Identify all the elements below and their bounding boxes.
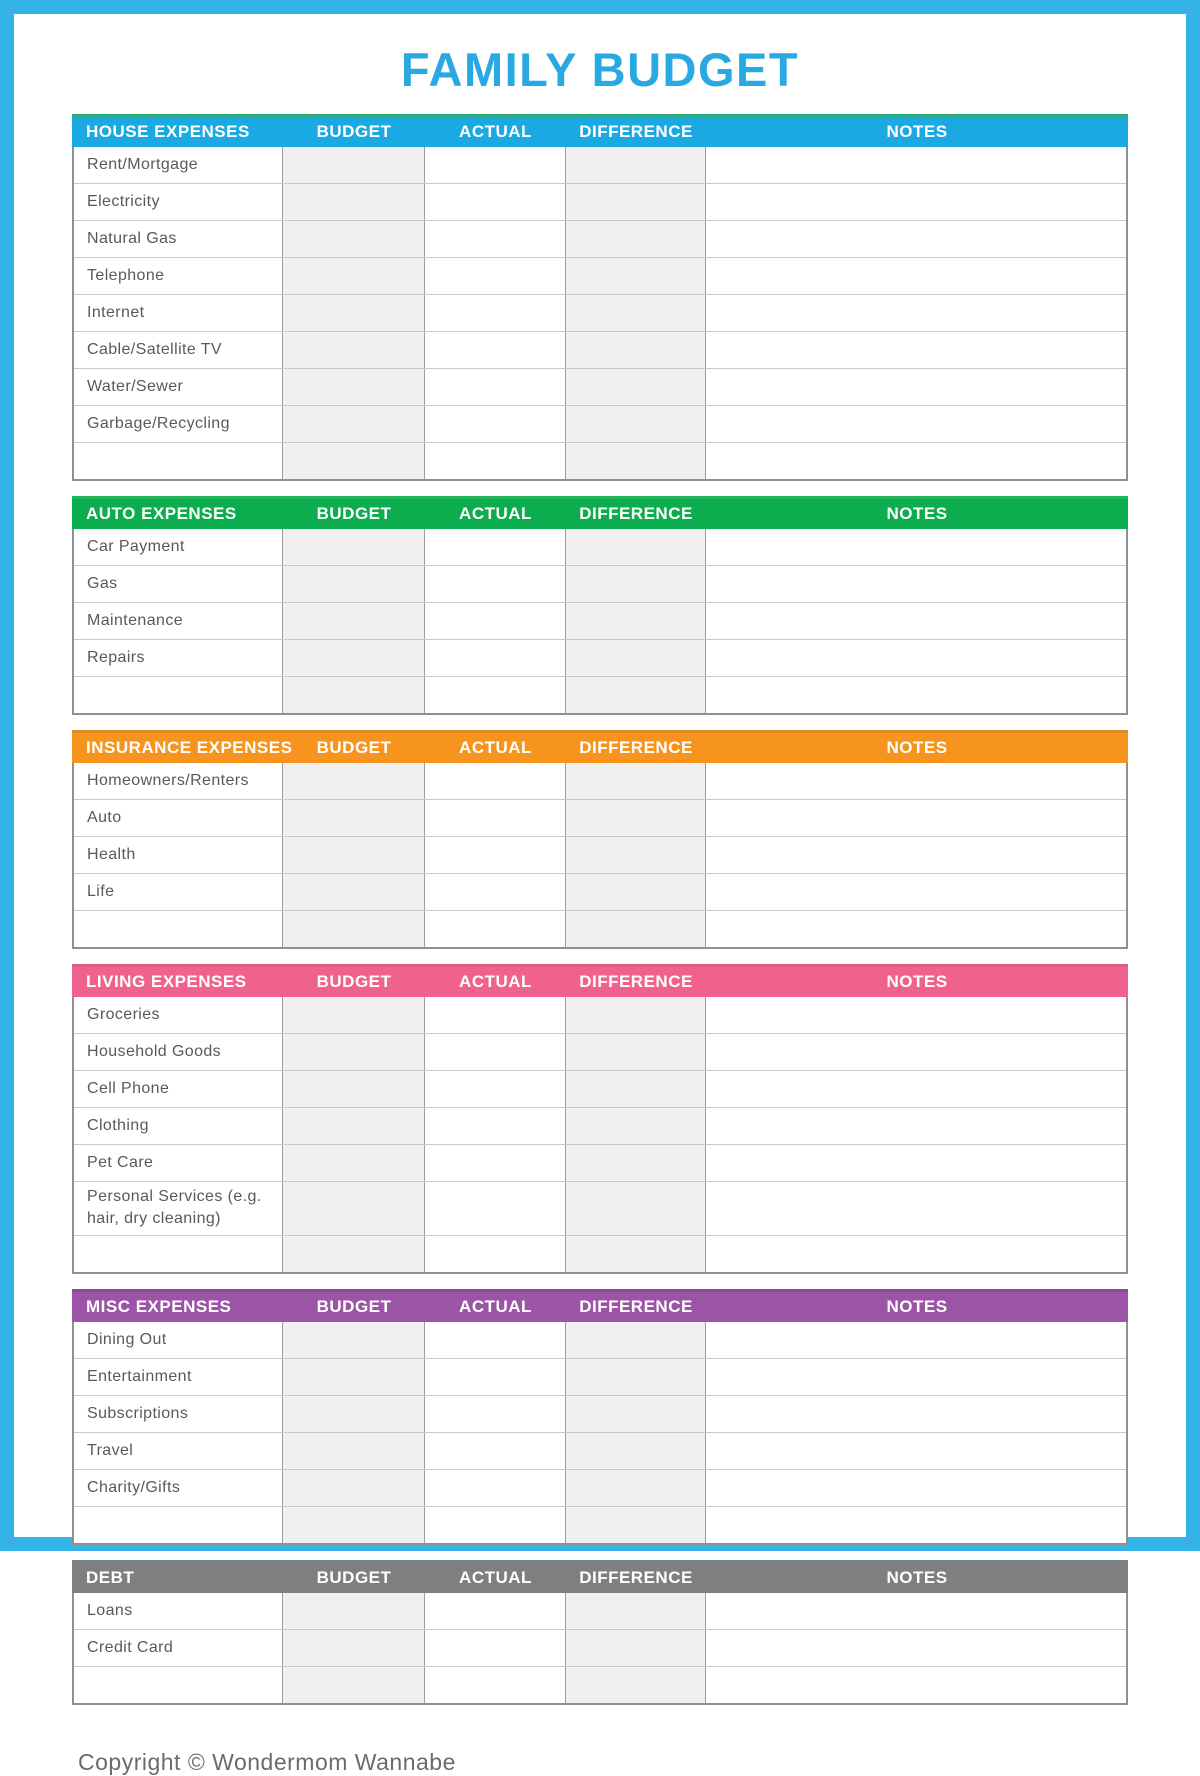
budget-cell (283, 332, 425, 368)
notes-cell (706, 800, 1126, 836)
budget-cell (283, 1396, 425, 1432)
notes-cell (706, 184, 1126, 220)
row-label: Loans (74, 1593, 283, 1629)
section-body (72, 763, 1128, 949)
column-header-difference: DIFFERENCE (579, 972, 693, 991)
expense-row (74, 603, 1126, 640)
budget-cell (283, 1071, 425, 1107)
notes-cell (706, 1236, 1126, 1272)
expense-row (74, 1433, 1126, 1470)
actual-cell (425, 147, 566, 183)
difference-cell (566, 295, 706, 331)
difference-cell (566, 1507, 706, 1543)
row-label: Personal Services (e.g. hair, dry cleaning) (74, 1182, 283, 1235)
notes-cell (706, 1507, 1126, 1543)
row-label: Entertainment (74, 1359, 283, 1395)
budget-cell (283, 406, 425, 442)
row-label: Gas (74, 566, 283, 602)
difference-cell (566, 184, 706, 220)
section-header (72, 114, 1128, 147)
difference-cell (566, 1396, 706, 1432)
budget-cell (283, 603, 425, 639)
expense-row (74, 221, 1126, 258)
budget-section-debt (72, 1560, 1128, 1705)
row-label: Cell Phone (74, 1071, 283, 1107)
section-title: HOUSE EXPENSES (86, 122, 250, 141)
section-body (72, 1322, 1128, 1545)
actual-cell (425, 443, 566, 479)
difference-cell (566, 763, 706, 799)
actual-cell (425, 1145, 566, 1181)
budget-cell (283, 369, 425, 405)
budget-cell (283, 443, 425, 479)
difference-cell (566, 443, 706, 479)
actual-cell (425, 997, 566, 1033)
budget-cell (283, 1145, 425, 1181)
notes-cell (706, 1182, 1126, 1235)
difference-cell (566, 603, 706, 639)
difference-cell (566, 1034, 706, 1070)
budget-cell (283, 800, 425, 836)
actual-cell (425, 1630, 566, 1666)
difference-cell (566, 1630, 706, 1666)
actual-cell (425, 1108, 566, 1144)
expense-row (74, 1593, 1126, 1630)
difference-cell (566, 997, 706, 1033)
expense-row (74, 640, 1126, 677)
section-body (72, 147, 1128, 481)
notes-cell (706, 1433, 1126, 1469)
budget-cell (283, 874, 425, 910)
expense-row (74, 997, 1126, 1034)
actual-cell (425, 1396, 566, 1432)
row-label: Homeowners/Renters (74, 763, 283, 799)
notes-cell (706, 1667, 1126, 1703)
budget-cell (283, 147, 425, 183)
column-header-budget: BUDGET (316, 738, 392, 757)
column-header-notes: NOTES (886, 1567, 948, 1587)
difference-cell (566, 911, 706, 947)
notes-cell (706, 603, 1126, 639)
column-header-actual: ACTUAL (459, 504, 532, 523)
actual-cell (425, 1071, 566, 1107)
actual-cell (425, 800, 566, 836)
empty-row (74, 1667, 1126, 1703)
notes-cell (706, 837, 1126, 873)
notes-cell (706, 1593, 1126, 1629)
row-label: Travel (74, 1433, 283, 1469)
difference-cell (566, 1236, 706, 1272)
row-label: Internet (74, 295, 283, 331)
budget-cell (283, 1593, 425, 1629)
difference-cell (566, 1470, 706, 1506)
budget-section-auto-expenses (72, 496, 1128, 715)
expense-row (74, 1145, 1126, 1182)
actual-cell (425, 406, 566, 442)
empty-row (74, 1236, 1126, 1272)
notes-cell (706, 1470, 1126, 1506)
actual-cell (425, 184, 566, 220)
budget-section-insurance-expenses (72, 730, 1128, 949)
actual-cell (425, 1507, 566, 1543)
expense-row (74, 1359, 1126, 1396)
budget-section-house-expenses (72, 114, 1128, 481)
notes-cell (706, 874, 1126, 910)
notes-cell (706, 1359, 1126, 1395)
actual-cell (425, 258, 566, 294)
notes-cell (706, 147, 1126, 183)
row-label (74, 1667, 283, 1703)
row-label (74, 1507, 283, 1543)
difference-cell (566, 1182, 706, 1235)
actual-cell (425, 566, 566, 602)
budget-cell (283, 1470, 425, 1506)
actual-cell (425, 837, 566, 873)
difference-cell (566, 1322, 706, 1358)
actual-cell (425, 1433, 566, 1469)
notes-cell (706, 258, 1126, 294)
expense-row (74, 1182, 1126, 1236)
budget-section-misc-expenses (72, 1289, 1128, 1545)
row-label (74, 443, 283, 479)
column-header-actual: ACTUAL (459, 1296, 532, 1316)
column-header-notes: NOTES (886, 122, 948, 141)
row-label: Natural Gas (74, 221, 283, 257)
difference-cell (566, 1667, 706, 1703)
difference-cell (566, 332, 706, 368)
expense-row (74, 295, 1126, 332)
expense-row (74, 1470, 1126, 1507)
difference-cell (566, 640, 706, 676)
notes-cell (706, 1396, 1126, 1432)
actual-cell (425, 332, 566, 368)
notes-cell (706, 640, 1126, 676)
budget-cell (283, 1667, 425, 1703)
row-label: Garbage/Recycling (74, 406, 283, 442)
actual-cell (425, 911, 566, 947)
column-header-notes: NOTES (886, 738, 948, 757)
difference-cell (566, 1359, 706, 1395)
budget-cell (283, 295, 425, 331)
budget-cell (283, 997, 425, 1033)
budget-cell (283, 1034, 425, 1070)
budget-cell (283, 1359, 425, 1395)
budget-cell (283, 529, 425, 565)
difference-cell (566, 677, 706, 713)
notes-cell (706, 369, 1126, 405)
difference-cell (566, 529, 706, 565)
section-header (72, 964, 1128, 997)
difference-cell (566, 369, 706, 405)
expense-row (74, 1071, 1126, 1108)
section-header (72, 1289, 1128, 1322)
section-body (72, 997, 1128, 1274)
actual-cell (425, 640, 566, 676)
budget-cell (283, 566, 425, 602)
difference-cell (566, 800, 706, 836)
budget-cell (283, 1236, 425, 1272)
section-body (72, 1593, 1128, 1705)
notes-cell (706, 443, 1126, 479)
column-header-budget: BUDGET (316, 1567, 392, 1587)
actual-cell (425, 369, 566, 405)
row-label: Household Goods (74, 1034, 283, 1070)
column-header-actual: ACTUAL (459, 1567, 532, 1587)
actual-cell (425, 677, 566, 713)
column-header-notes: NOTES (886, 972, 948, 991)
budget-cell (283, 911, 425, 947)
notes-cell (706, 1630, 1126, 1666)
budget-cell (283, 1630, 425, 1666)
difference-cell (566, 1145, 706, 1181)
budget-cell (283, 258, 425, 294)
budget-cell (283, 184, 425, 220)
row-label: Electricity (74, 184, 283, 220)
section-body (72, 529, 1128, 715)
notes-cell (706, 1145, 1126, 1181)
row-label: Pet Care (74, 1145, 283, 1181)
difference-cell (566, 874, 706, 910)
row-label: Repairs (74, 640, 283, 676)
column-header-budget: BUDGET (316, 972, 392, 991)
column-header-budget: BUDGET (316, 1296, 392, 1316)
empty-row (74, 677, 1126, 713)
budget-cell (283, 1433, 425, 1469)
expense-row (74, 1034, 1126, 1071)
row-label: Maintenance (74, 603, 283, 639)
column-header-notes: NOTES (886, 504, 948, 523)
actual-cell (425, 221, 566, 257)
notes-cell (706, 1322, 1126, 1358)
expense-row (74, 1630, 1126, 1667)
section-title: INSURANCE EXPENSES (86, 738, 293, 757)
column-header-difference: DIFFERENCE (579, 738, 693, 757)
actual-cell (425, 1359, 566, 1395)
column-header-actual: ACTUAL (459, 738, 532, 757)
notes-cell (706, 997, 1126, 1033)
notes-cell (706, 1034, 1126, 1070)
difference-cell (566, 258, 706, 294)
section-title: DEBT (86, 1567, 135, 1587)
budget-cell (283, 1507, 425, 1543)
actual-cell (425, 874, 566, 910)
notes-cell (706, 295, 1126, 331)
difference-cell (566, 406, 706, 442)
budget-cell (283, 221, 425, 257)
column-header-budget: BUDGET (316, 504, 392, 523)
expense-row (74, 1396, 1126, 1433)
expense-row (74, 1322, 1126, 1359)
budget-cell (283, 677, 425, 713)
budget-cell (283, 1108, 425, 1144)
section-header (72, 730, 1128, 763)
column-header-difference: DIFFERENCE (579, 504, 693, 523)
row-label: Health (74, 837, 283, 873)
row-label (74, 911, 283, 947)
empty-row (74, 443, 1126, 479)
difference-cell (566, 1433, 706, 1469)
expense-row (74, 147, 1126, 184)
expense-row (74, 874, 1126, 911)
budget-cell (283, 837, 425, 873)
expense-row (74, 763, 1126, 800)
column-header-budget: BUDGET (316, 122, 392, 141)
section-header (72, 1560, 1128, 1593)
difference-cell (566, 221, 706, 257)
expense-row (74, 837, 1126, 874)
row-label: Auto (74, 800, 283, 836)
column-header-difference: DIFFERENCE (579, 1567, 693, 1587)
budget-cell (283, 1322, 425, 1358)
difference-cell (566, 566, 706, 602)
expense-row (74, 184, 1126, 221)
column-header-actual: ACTUAL (459, 122, 532, 141)
notes-cell (706, 1071, 1126, 1107)
notes-cell (706, 566, 1126, 602)
expense-row (74, 406, 1126, 443)
row-label: Car Payment (74, 529, 283, 565)
notes-cell (706, 911, 1126, 947)
row-label: Telephone (74, 258, 283, 294)
actual-cell (425, 603, 566, 639)
section-header (72, 496, 1128, 529)
row-label: Cable/Satellite TV (74, 332, 283, 368)
difference-cell (566, 1108, 706, 1144)
notes-cell (706, 332, 1126, 368)
section-title: LIVING EXPENSES (86, 972, 247, 991)
empty-row (74, 911, 1126, 947)
actual-cell (425, 1322, 566, 1358)
budget-cell (283, 763, 425, 799)
notes-cell (706, 221, 1126, 257)
budget-cell (283, 1182, 425, 1235)
empty-row (74, 1507, 1126, 1543)
difference-cell (566, 147, 706, 183)
row-label (74, 677, 283, 713)
actual-cell (425, 1034, 566, 1070)
budget-section-living-expenses (72, 964, 1128, 1274)
expense-row (74, 566, 1126, 603)
budget-cell (283, 640, 425, 676)
difference-cell (566, 1071, 706, 1107)
expense-row (74, 1108, 1126, 1145)
actual-cell (425, 763, 566, 799)
expense-row (74, 529, 1126, 566)
column-header-notes: NOTES (886, 1296, 948, 1316)
row-label: Credit Card (74, 1630, 283, 1666)
page-title: FAMILY BUDGET (400, 43, 800, 96)
expense-row (74, 800, 1126, 837)
actual-cell (425, 1470, 566, 1506)
notes-cell (706, 677, 1126, 713)
actual-cell (425, 1593, 566, 1629)
expense-row (74, 369, 1126, 406)
actual-cell (425, 1667, 566, 1703)
actual-cell (425, 1236, 566, 1272)
actual-cell (425, 529, 566, 565)
section-title: AUTO EXPENSES (86, 504, 237, 523)
row-label: Clothing (74, 1108, 283, 1144)
difference-cell (566, 837, 706, 873)
section-title: MISC EXPENSES (86, 1296, 232, 1316)
row-label: Water/Sewer (74, 369, 283, 405)
row-label: Charity/Gifts (74, 1470, 283, 1506)
row-label: Rent/Mortgage (74, 147, 283, 183)
column-header-difference: DIFFERENCE (579, 122, 693, 141)
column-header-difference: DIFFERENCE (579, 1296, 693, 1316)
row-label: Dining Out (74, 1322, 283, 1358)
row-label: Life (74, 874, 283, 910)
notes-cell (706, 406, 1126, 442)
notes-cell (706, 763, 1126, 799)
notes-cell (706, 1108, 1126, 1144)
row-label (74, 1236, 283, 1272)
row-label: Groceries (74, 997, 283, 1033)
expense-row (74, 332, 1126, 369)
difference-cell (566, 1593, 706, 1629)
sections (72, 114, 1128, 1705)
column-header-actual: ACTUAL (459, 972, 532, 991)
actual-cell (425, 1182, 566, 1235)
notes-cell (706, 529, 1126, 565)
actual-cell (425, 295, 566, 331)
copyright-footer: Copyright © Wondermom Wannabe (78, 1748, 456, 1775)
expense-row (74, 258, 1126, 295)
row-label: Subscriptions (74, 1396, 283, 1432)
